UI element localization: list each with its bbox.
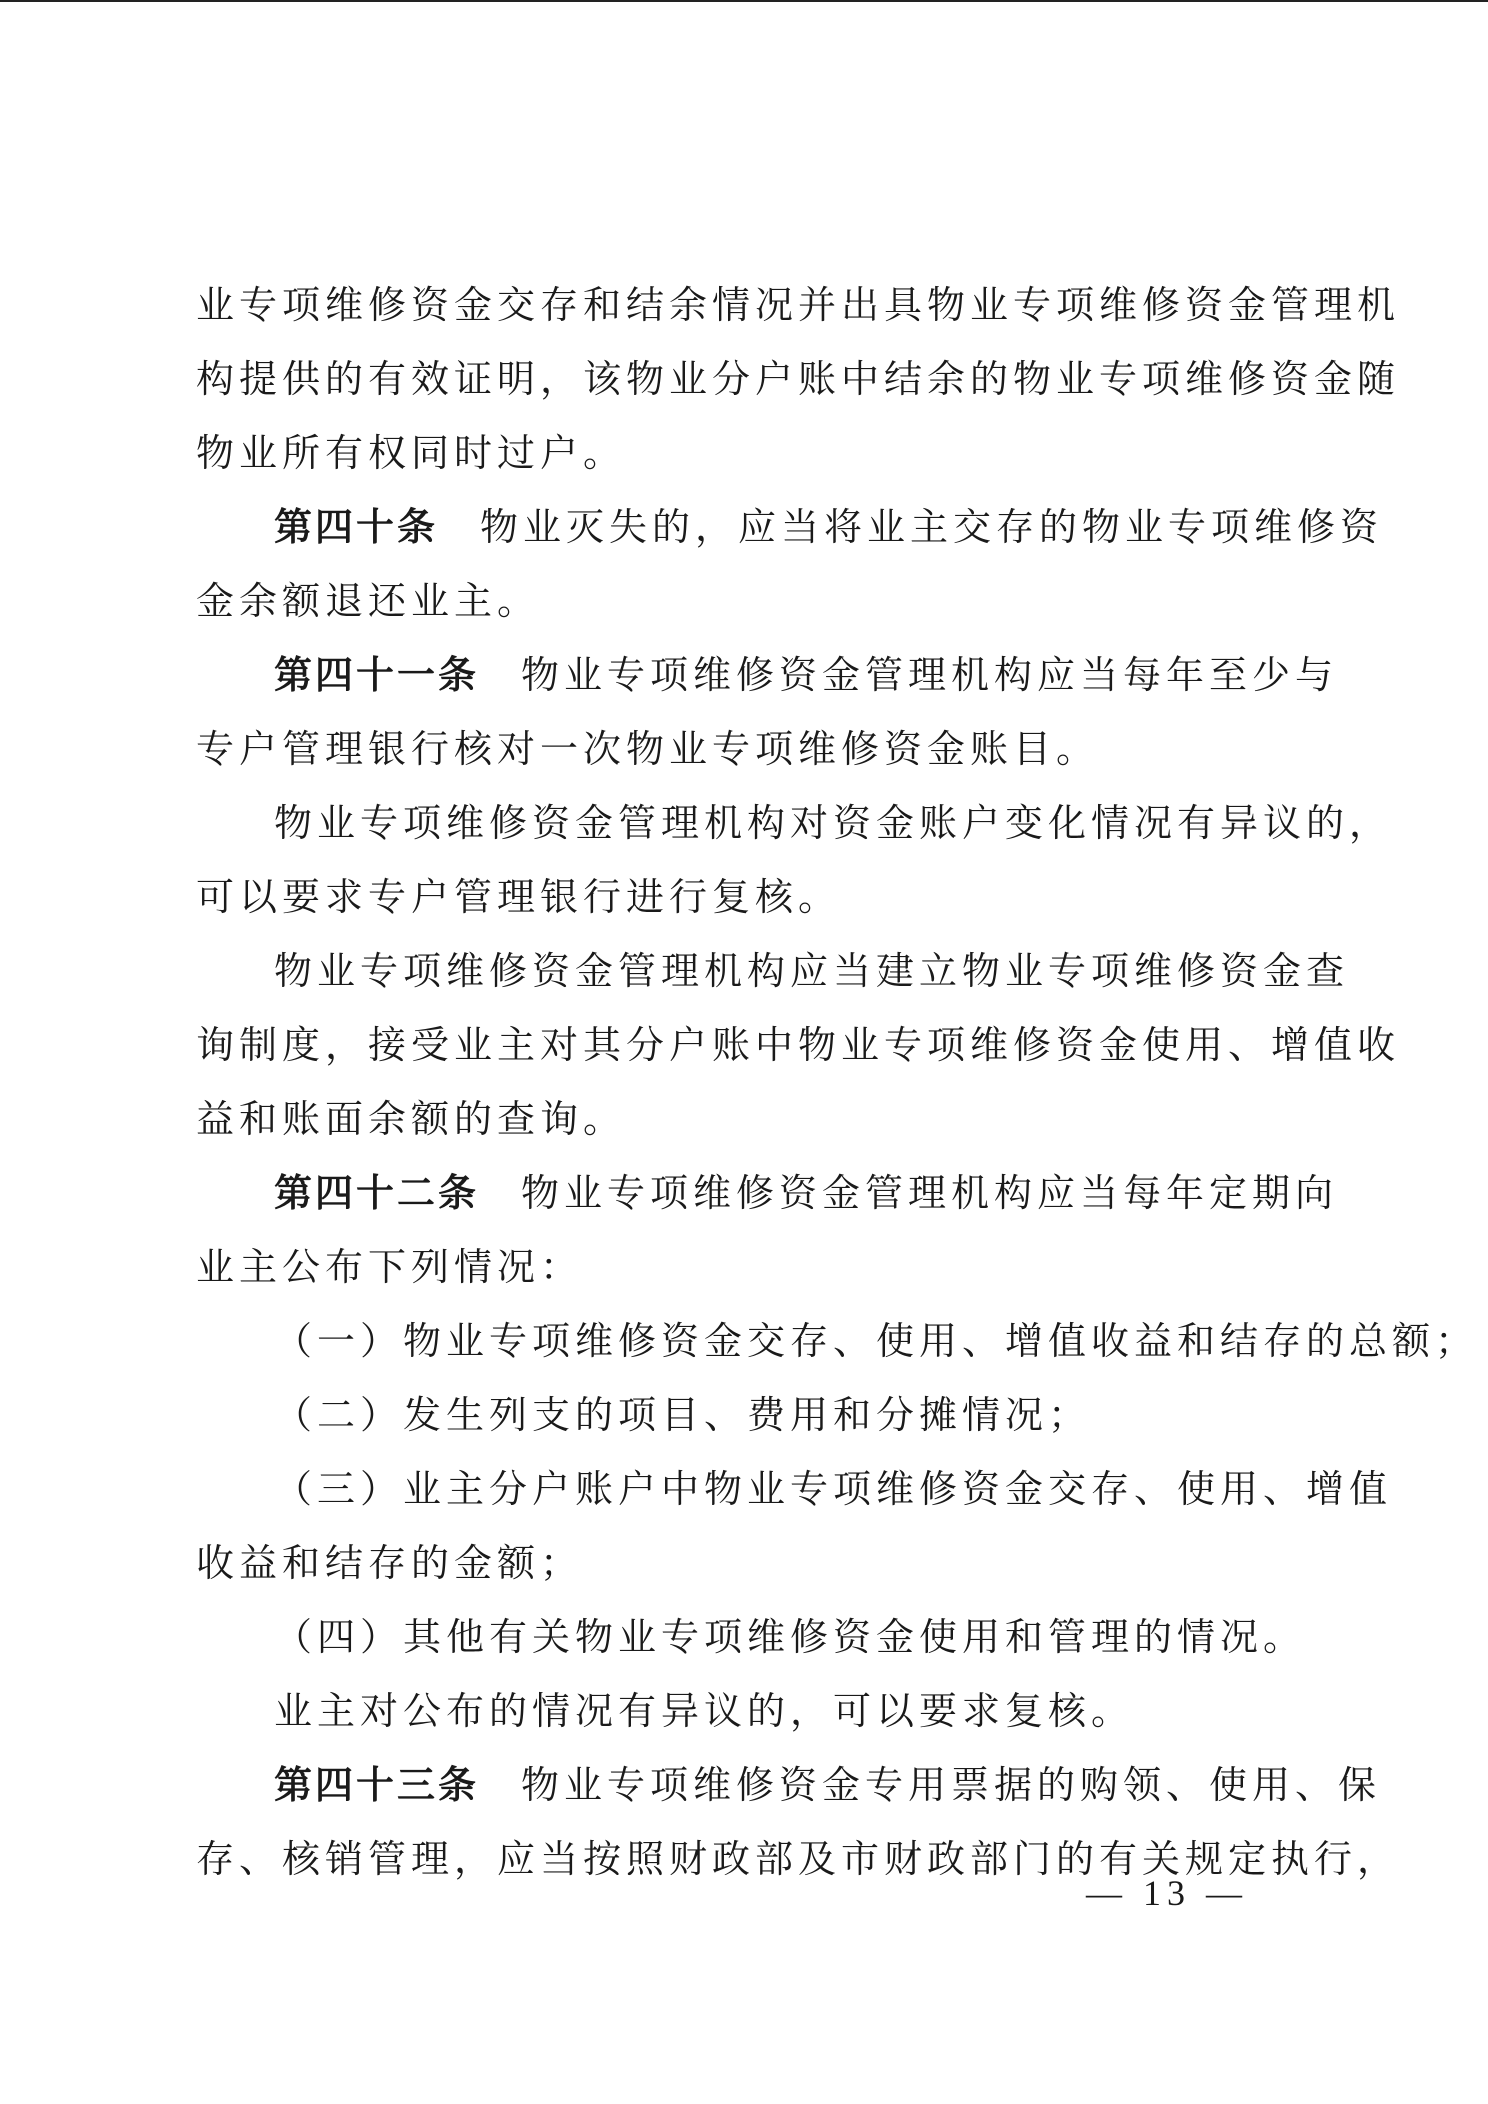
line-text: 物业所有权同时过户。	[196, 431, 627, 475]
line-text: 物业专项维修资金管理机构应当每年定期向	[521, 1171, 1339, 1215]
line-text: 构提供的有效证明，该物业分户账中结余的物业专项维修资金随	[196, 357, 1401, 401]
text-line	[196, 1674, 1302, 1748]
line-text: 业专项维修资金交存和结余情况并出具物业专项维修资金管理机	[196, 283, 1401, 327]
page-number: — 13 —	[1086, 1873, 1248, 1913]
list-item	[196, 1452, 1393, 1526]
line-text: 物业专项维修资金专用票据的购领、使用、保	[521, 1763, 1382, 1807]
line-text: 物业灭失的，应当将业主交存的物业专项维修资	[480, 505, 1384, 549]
text-line	[196, 1008, 1401, 1082]
list-item	[196, 1600, 1307, 1674]
line-text: 询制度，接受业主对其分户账中物业专项维修资金使用、增值收	[196, 1023, 1401, 1067]
line-text: 益和账面余额的查询。	[196, 1097, 627, 1141]
line-text: （一）物业专项维修资金交存、使用、增值收益和结存的总额；	[274, 1319, 1479, 1363]
line-text: 业主公布下列情况：	[196, 1245, 584, 1289]
line-text: 物业专项维修资金管理机构对资金账户变化情况有异议的，	[274, 801, 1393, 845]
line-text: （三）业主分户账户中物业专项维修资金交存、使用、增值	[274, 1467, 1393, 1511]
line-text: 存、核销管理，应当按照财政部及市财政部门的有关规定执行，	[196, 1837, 1401, 1881]
text-line	[196, 1082, 1302, 1156]
text-line	[196, 860, 1302, 934]
article-heading-line	[196, 1156, 1339, 1230]
text-line	[196, 416, 1302, 490]
text-line	[196, 786, 1393, 860]
list-item	[196, 1378, 1302, 1452]
line-text: 物业专项维修资金管理机构应当每年至少与	[521, 653, 1339, 697]
text-line	[196, 712, 1302, 786]
article-heading-line	[196, 638, 1339, 712]
line-text: （二）发生列支的项目、费用和分摊情况；	[274, 1393, 1092, 1437]
line-text: 收益和结存的金额；	[196, 1541, 584, 1585]
top-border-rule	[0, 0, 1488, 2]
article-label: 第四十三条	[274, 1763, 480, 1807]
text-line	[196, 268, 1401, 342]
text-line	[196, 934, 1350, 1008]
text-line	[196, 1230, 1302, 1304]
article-label: 第四十条	[274, 505, 439, 549]
line-text: 专户管理银行核对一次物业专项维修资金账目。	[196, 727, 1100, 771]
line-text: 金余额退还业主。	[196, 579, 541, 623]
article-label: 第四十一条	[274, 653, 480, 697]
line-text: 可以要求专户管理银行进行复核。	[196, 875, 842, 919]
text-line	[196, 1526, 1302, 1600]
document-body	[196, 268, 1479, 1896]
line-text: （四）其他有关物业专项维修资金使用和管理的情况。	[274, 1615, 1307, 1659]
list-item	[196, 1304, 1479, 1378]
article-label: 第四十二条	[274, 1171, 480, 1215]
article-heading-line	[196, 1748, 1382, 1822]
text-line	[196, 342, 1401, 416]
text-line	[196, 564, 1302, 638]
article-heading-line	[196, 490, 1384, 564]
line-text: 物业专项维修资金管理机构应当建立物业专项维修资金查	[274, 949, 1350, 993]
line-text: 业主对公布的情况有异议的，可以要求复核。	[274, 1689, 1135, 1733]
